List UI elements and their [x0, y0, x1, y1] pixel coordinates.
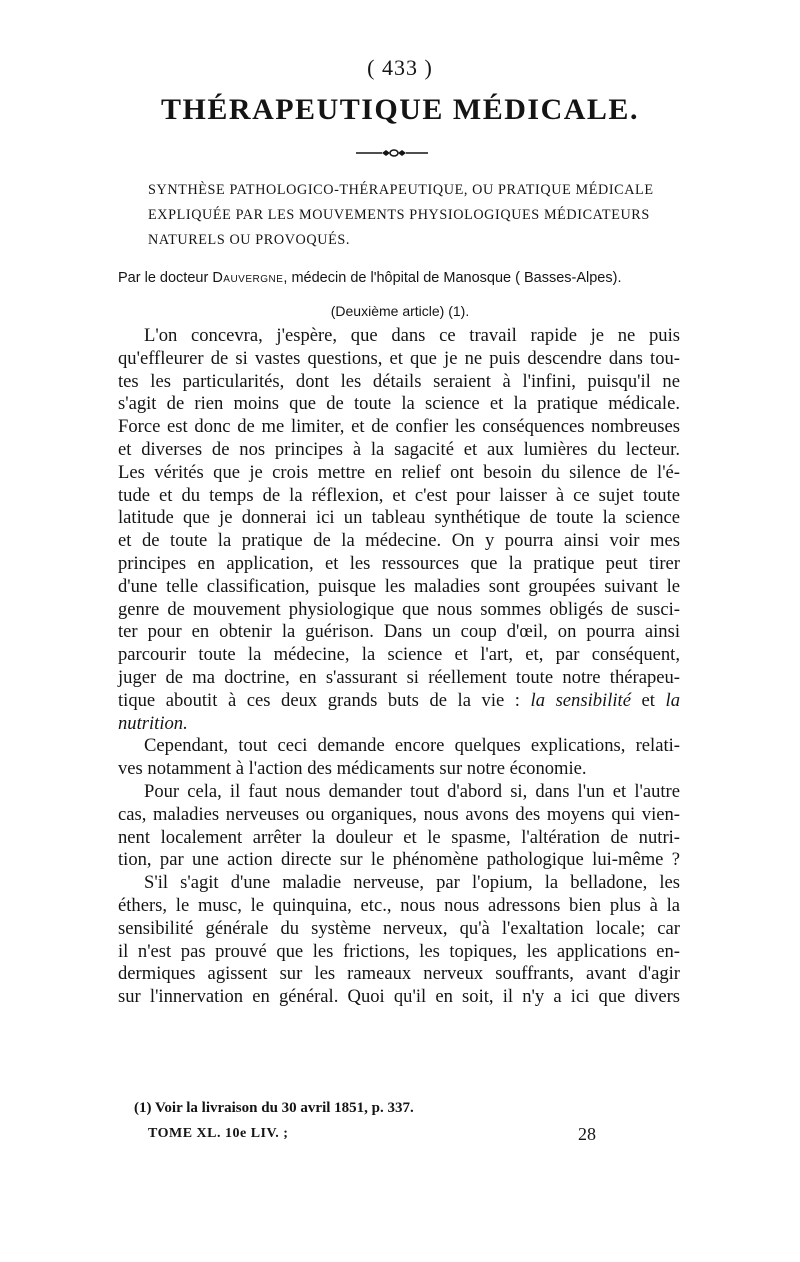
- signature-number: 28: [578, 1124, 596, 1144]
- synthesis-heading: [148, 178, 668, 253]
- synthesis-line: EXPLIQUÉE PAR LES MOUVEMENTS PHYSIOLOGIQUES MÉDICATEURS: [148, 207, 650, 223]
- ornament-divider-icon: [356, 148, 428, 158]
- body-line: Cependant, tout ceci demande encore quelques explications, relati-: [144, 735, 680, 757]
- body-line-with-emphasis: [118, 690, 680, 713]
- body-line: tes les particularités, dont les détails seraient à l'infini, puisqu'il ne: [118, 370, 680, 392]
- article-note: (Deuxième article) (1).: [330, 303, 470, 319]
- emphasis-sensibilite: la sensibilité: [530, 689, 631, 711]
- body-line: qu'effleurer de si vastes questions, et que je ne puis descendre dans tou-: [118, 347, 680, 369]
- emphasis-et-la: et la: [641, 689, 680, 711]
- body-line: Force est donc de me limiter, et de confier les conséquences nombreuses: [118, 416, 680, 438]
- body-line: juger de ma doctrine, en s'assurant si réellement toute notre thérapeu-: [118, 666, 680, 688]
- author-prefix: Par le docteur: [118, 270, 213, 286]
- body-line: sur l'innervation en général. Quoi qu'il en soit, il n'y a ici que divers: [118, 986, 680, 1008]
- body-line: L'on concevra, j'espère, que dans ce travail rapide je ne puis: [144, 325, 680, 346]
- body-line: parcourir toute la médecine, la science et l'art, et, par conséquent,: [118, 644, 680, 666]
- signature-mark: TOME XL. 10e LIV. ;: [148, 1126, 289, 1141]
- page-title: THÉRAPEUTIQUE MÉDICALE.: [161, 93, 639, 126]
- body-line: il n'est pas prouvé que les frictions, les topiques, les applications en-: [118, 940, 680, 962]
- body-line: d'une telle classification, puisque les maladies sont groupées suivant le: [118, 575, 680, 597]
- body-line: [118, 713, 680, 736]
- body-line: sensibilité générale du système nerveux, qu'à l'exaltation locale; car: [118, 917, 680, 939]
- author-suffix: , médecin de l'hôpital de Manosque ( Basses-Alpes).: [283, 270, 622, 286]
- body-line: éthers, le musc, le quinquina, etc., nous nous adressons bien plus à la: [118, 894, 680, 916]
- body-line: latitude que je donnerai ici un tableau synthétique de toute la science: [118, 507, 680, 529]
- body-line: ter pour en obtenir la guérison. Dans un coup d'œil, on pourra ainsi: [118, 621, 680, 643]
- synthesis-line: NATURELS OU PROVOQUÉS.: [148, 232, 350, 248]
- body-line: Pour cela, il faut nous demander tout d'abord si, dans l'un et l'autre: [144, 780, 680, 802]
- body-line: S'il s'agit d'une maladie nerveuse, par l'opium, la belladone, les: [144, 872, 680, 894]
- author-line: [118, 270, 718, 286]
- body-line: principes en application, et les ressources que la pratique peut tirer: [118, 552, 680, 574]
- body-line: tion, par une action directe sur le phénomène pathologique lui-même ?: [118, 849, 680, 871]
- body-line: et de toute la pratique de la médecine. On y pourra ainsi voir mes: [118, 530, 680, 552]
- body-line: ves notamment à l'action des médicaments sur notre économie.: [118, 758, 587, 780]
- body-line: et diverses de nos principes à la sagacité et aux lumières du lecteur.: [118, 438, 680, 460]
- synthesis-line: SYNTHÈSE PATHOLOGICO-THÉRAPEUTIQUE, OU PRATIQUE MÉDICALE: [148, 182, 654, 198]
- body-line: tude et du temps de la réflexion, et c'est pour laisser à ce sujet toute: [118, 484, 680, 506]
- body-line: dermiques agissent sur les rameaux nerveux souffrants, avant d'agir: [118, 963, 680, 985]
- page-number: ( 433 ): [367, 55, 433, 80]
- author-name: Dauvergne: [212, 270, 284, 286]
- body-line: s'agit de rien moins que de toute la science et la pratique médicale.: [118, 393, 680, 415]
- body-line: cas, maladies nerveuses ou organiques, nous avons des moyens qui vien-: [118, 803, 680, 825]
- body-line: nent localement arrêter la douleur et le spasme, l'altération de nutri-: [118, 826, 680, 848]
- body-line: Les vérités que je crois mettre en relief ont besoin du silence de l'é-: [118, 461, 680, 483]
- footnote: (1) Voir la livraison du 30 avril 1851, p. 337.: [134, 1100, 414, 1116]
- emphasis-nutrition: nutrition.: [118, 712, 188, 734]
- body-text: [118, 325, 680, 1009]
- body-line: genre de mouvement physiologique que nous sommes obligés de susci-: [118, 598, 680, 620]
- body-line-start: tique aboutit à ces deux grands buts de la vie :: [118, 689, 531, 711]
